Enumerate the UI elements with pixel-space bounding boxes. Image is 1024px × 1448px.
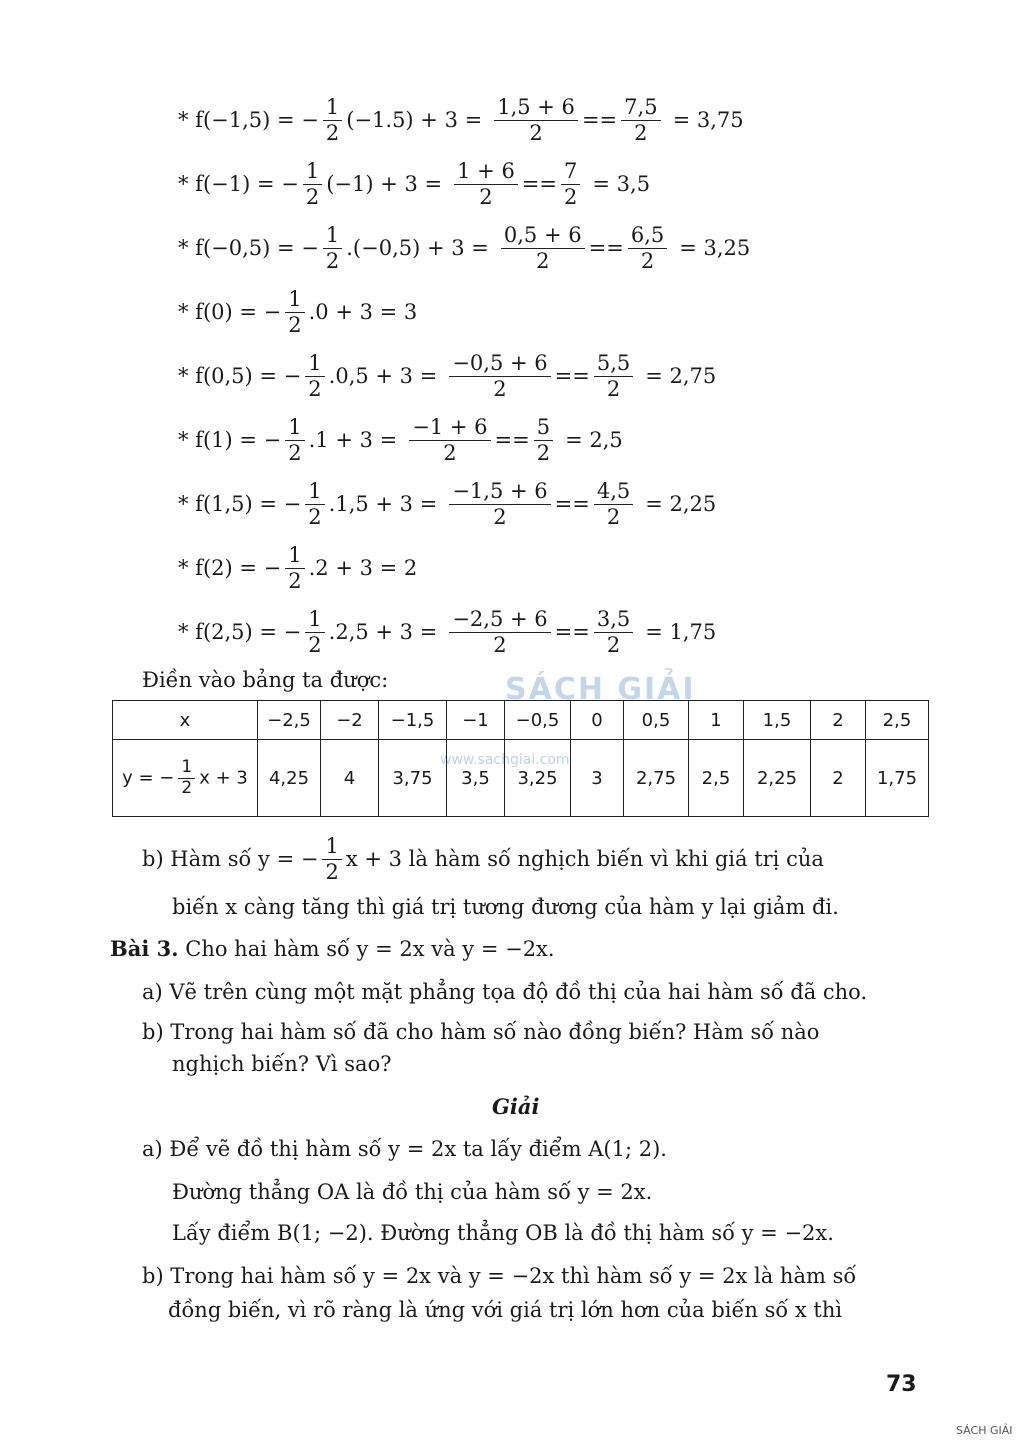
result-fraction-numerator: 5,5 bbox=[594, 352, 633, 376]
page-number: 73 bbox=[886, 1372, 917, 1397]
equation-line bbox=[178, 282, 417, 342]
coefficient-fraction-denominator: 2 bbox=[288, 312, 302, 337]
equals-sign: = bbox=[512, 428, 530, 452]
x-value-cell: 2 bbox=[811, 701, 866, 740]
step-fraction-denominator: 2 bbox=[536, 248, 550, 273]
coefficient-fraction-denominator: 2 bbox=[308, 632, 322, 657]
step-fraction-denominator: 2 bbox=[493, 632, 507, 657]
coefficient-fraction bbox=[285, 544, 304, 591]
step-fraction bbox=[449, 608, 550, 655]
result-fraction-denominator: 2 bbox=[606, 376, 621, 401]
y-value-cell: 3,75 bbox=[379, 740, 447, 817]
equation-line bbox=[178, 474, 716, 534]
solution-b-line1: b) Trong hai hàm số y = 2x và y = −2x thì hàm số y = 2x là hàm số bbox=[142, 1264, 857, 1288]
coefficient-fraction-denominator: 2 bbox=[325, 248, 340, 273]
result-fraction bbox=[628, 224, 667, 271]
corner-logo: SÁCH GIẢI bbox=[956, 1424, 1013, 1437]
step-fraction-numerator: −0,5 + 6 bbox=[449, 352, 550, 376]
table-intro: Điền vào bảng ta được: bbox=[142, 668, 389, 692]
equation-middle: .(−0,5) + 3 = bbox=[346, 236, 489, 260]
y-label-post: x + 3 bbox=[199, 767, 248, 788]
equation-lhs: * f(−1) = − bbox=[178, 172, 299, 196]
y-label-numerator: 1 bbox=[178, 759, 195, 779]
coefficient-fraction-numerator: 1 bbox=[305, 608, 324, 632]
x-value-cell: 2,5 bbox=[866, 701, 929, 740]
step-fraction bbox=[409, 416, 490, 463]
equals-sign: = bbox=[572, 492, 590, 516]
equation-result: = 3,25 bbox=[679, 236, 751, 260]
coefficient-fraction-denominator: 2 bbox=[308, 376, 322, 401]
equation-line bbox=[178, 602, 716, 662]
equals-sign: = bbox=[521, 172, 540, 196]
result-fraction-denominator: 2 bbox=[606, 632, 621, 657]
equation-result: = 2,75 bbox=[645, 364, 717, 388]
step-fraction-denominator: 2 bbox=[443, 440, 457, 465]
coefficient-fraction bbox=[285, 416, 304, 463]
step-fraction bbox=[501, 224, 585, 271]
equation-result: = 1,75 bbox=[645, 620, 717, 644]
part-b-fraction bbox=[322, 835, 341, 882]
solution-b-line2: đồng biến, vì rõ ràng là ứng với giá trị lớn hơn của biến số x thì bbox=[168, 1298, 843, 1322]
result-fraction-denominator: 2 bbox=[536, 440, 551, 465]
equation-middle: .0,5 + 3 = bbox=[328, 364, 438, 388]
step-fraction-numerator: 1,5 + 6 bbox=[494, 96, 578, 120]
equation-middle: .2,5 + 3 = bbox=[328, 620, 438, 644]
result-fraction-numerator: 4,5 bbox=[594, 480, 633, 504]
result-fraction-denominator: 2 bbox=[634, 120, 648, 145]
equation-lhs: * f(−0,5) = − bbox=[178, 236, 319, 260]
part-b-pre: b) Hàm số y = − bbox=[142, 847, 319, 871]
step-fraction-denominator: 2 bbox=[493, 376, 507, 401]
equation-lhs: * f(2) = − bbox=[178, 556, 282, 580]
y-header-cell bbox=[113, 740, 258, 817]
coefficient-fraction-numerator: 1 bbox=[285, 288, 304, 312]
x-value-cell: 1 bbox=[689, 701, 744, 740]
equals-sign: = bbox=[554, 620, 573, 644]
y-label-denominator: 2 bbox=[181, 777, 193, 798]
x-value-cell: −1,5 bbox=[379, 701, 447, 740]
equation-middle: .0 + 3 = 3 bbox=[308, 300, 418, 324]
equals-sign: = bbox=[588, 236, 607, 260]
part-b-post: x + 3 là hàm số nghịch biến vì khi giá trị của bbox=[345, 847, 824, 871]
equation-middle: .2 + 3 = 2 bbox=[308, 556, 418, 580]
result-fraction-numerator: 6,5 bbox=[628, 224, 667, 248]
coefficient-fraction-numerator: 1 bbox=[323, 96, 342, 120]
equation-line bbox=[178, 218, 750, 278]
result-fraction bbox=[561, 160, 580, 207]
equation-line bbox=[178, 538, 417, 598]
step-fraction bbox=[454, 160, 518, 207]
equation-line bbox=[178, 410, 623, 470]
y-value-cell: 1,75 bbox=[866, 740, 929, 817]
bai3-heading bbox=[110, 936, 555, 961]
coefficient-fraction bbox=[305, 480, 324, 527]
coefficient-fraction bbox=[305, 608, 324, 655]
bai3-part-a: a) Vẽ trên cùng một mặt phẳng tọa độ đồ thị của hai hàm số đã cho. bbox=[142, 980, 868, 1004]
x-value-cell: −1 bbox=[447, 701, 505, 740]
result-fraction bbox=[534, 416, 553, 463]
equation-result: = 2,5 bbox=[565, 428, 623, 452]
equation-lhs: * f(1) = − bbox=[178, 428, 282, 452]
step-fraction bbox=[449, 480, 550, 527]
y-value-cell: 3,5 bbox=[447, 740, 505, 817]
result-fraction bbox=[594, 352, 633, 399]
step-fraction-numerator: −1 + 6 bbox=[409, 416, 490, 440]
step-fraction-numerator: 0,5 + 6 bbox=[501, 224, 585, 248]
equals-sign: = bbox=[606, 236, 624, 260]
equals-sign: = bbox=[581, 108, 600, 132]
x-row bbox=[113, 701, 929, 740]
equation-lhs: * f(2,5) = − bbox=[178, 620, 302, 644]
result-fraction bbox=[594, 608, 633, 655]
solution-title: Giải bbox=[492, 1094, 540, 1119]
equals-sign: = bbox=[554, 492, 573, 516]
equals-sign: = bbox=[599, 108, 618, 132]
equation-middle: .1,5 + 3 = bbox=[328, 492, 438, 516]
coefficient-fraction bbox=[285, 288, 304, 335]
coefficient-fraction-denominator: 2 bbox=[288, 440, 302, 465]
step-fraction bbox=[449, 352, 550, 399]
y-value-cell: 2,5 bbox=[689, 740, 744, 817]
coefficient-fraction-denominator: 2 bbox=[308, 504, 322, 529]
x-value-cell: 1,5 bbox=[744, 701, 811, 740]
equals-sign: = bbox=[572, 620, 590, 644]
step-fraction-numerator: 1 + 6 bbox=[454, 160, 518, 184]
solution-a-line1: a) Để vẽ đồ thị hàm số y = 2x ta lấy điểm A(1; 2). bbox=[142, 1137, 667, 1161]
coefficient-fraction-denominator: 2 bbox=[288, 568, 302, 593]
equals-sign: = bbox=[572, 364, 590, 388]
coefficient-fraction-numerator: 1 bbox=[305, 480, 324, 504]
x-value-cell: 0 bbox=[571, 701, 624, 740]
result-fraction bbox=[594, 480, 633, 527]
y-label-pre: y = − bbox=[122, 767, 175, 788]
coefficient-fraction bbox=[305, 352, 324, 399]
result-fraction-numerator: 3,5 bbox=[594, 608, 633, 632]
equation-lhs: * f(0,5) = − bbox=[178, 364, 302, 388]
equation-result: = 2,25 bbox=[645, 492, 717, 516]
bai3-label: Bài 3. bbox=[110, 936, 179, 961]
result-fraction-numerator: 5 bbox=[534, 416, 553, 440]
x-value-cell: −2,5 bbox=[258, 701, 321, 740]
equals-sign: = bbox=[494, 428, 513, 452]
coefficient-fraction-denominator: 2 bbox=[325, 120, 340, 145]
values-table bbox=[112, 700, 929, 817]
equation-middle: (−1.5) + 3 = bbox=[346, 108, 483, 132]
watermark-logo: SÁCH GIẢI bbox=[505, 672, 696, 707]
x-value-cell: −0,5 bbox=[505, 701, 571, 740]
coefficient-fraction-numerator: 1 bbox=[305, 352, 324, 376]
y-value-cell: 4,25 bbox=[258, 740, 321, 817]
x-value-cell: 0,5 bbox=[624, 701, 689, 740]
bai3-part-b-line1: b) Trong hai hàm số đã cho hàm số nào đồng biến? Hàm số nào bbox=[142, 1020, 820, 1044]
part-b-denominator: 2 bbox=[325, 859, 339, 884]
solution-a-line3: Lấy điểm B(1; −2). Đường thẳng OB là đồ thị hàm số y = −2x. bbox=[172, 1221, 834, 1245]
result-fraction-denominator: 2 bbox=[564, 184, 578, 209]
equation-result: = 3,75 bbox=[672, 108, 744, 132]
equation-middle: .1 + 3 = bbox=[308, 428, 398, 452]
equals-sign: = bbox=[554, 364, 573, 388]
step-fraction-denominator: 2 bbox=[493, 504, 507, 529]
coefficient-fraction-numerator: 1 bbox=[323, 224, 342, 248]
result-fraction-numerator: 7 bbox=[561, 160, 580, 184]
coefficient-fraction-numerator: 1 bbox=[285, 544, 304, 568]
equation-middle: (−1) + 3 = bbox=[326, 172, 443, 196]
bai3-text: Cho hai hàm số y = 2x và y = −2x. bbox=[185, 937, 555, 961]
y-label-fraction bbox=[178, 756, 195, 798]
bai3-part-b-line2: nghịch biến? Vì sao? bbox=[172, 1052, 392, 1076]
coefficient-fraction bbox=[303, 160, 322, 207]
y-value-cell: 4 bbox=[321, 740, 379, 817]
result-fraction bbox=[621, 96, 660, 143]
equation-result: = 3,5 bbox=[592, 172, 651, 196]
coefficient-fraction-numerator: 1 bbox=[303, 160, 322, 184]
y-value-cell: 3 bbox=[571, 740, 624, 817]
part-b-line2: biến x càng tăng thì giá trị tương đương của hàm y lại giảm đi. bbox=[172, 895, 839, 919]
equation-lhs: * f(0) = − bbox=[178, 300, 282, 324]
step-fraction-numerator: −2,5 + 6 bbox=[449, 608, 550, 632]
step-fraction-numerator: −1,5 + 6 bbox=[449, 480, 550, 504]
equation-line bbox=[178, 346, 716, 406]
coefficient-fraction-numerator: 1 bbox=[285, 416, 304, 440]
result-fraction-numerator: 7,5 bbox=[621, 96, 660, 120]
equation-lhs: * f(−1,5) = − bbox=[178, 108, 319, 132]
equation-line bbox=[178, 154, 650, 214]
part-b-numerator: 1 bbox=[322, 835, 341, 859]
equals-sign: = bbox=[539, 172, 558, 196]
y-row bbox=[113, 740, 929, 817]
coefficient-fraction bbox=[323, 96, 342, 143]
result-fraction-denominator: 2 bbox=[606, 504, 621, 529]
equation-lhs: * f(1,5) = − bbox=[178, 492, 302, 516]
step-fraction bbox=[494, 96, 578, 143]
coefficient-fraction bbox=[323, 224, 342, 271]
x-header-cell: x bbox=[113, 701, 258, 740]
coefficient-fraction-denominator: 2 bbox=[305, 184, 320, 209]
y-value-cell: 3,25 bbox=[505, 740, 571, 817]
x-value-cell: −2 bbox=[321, 701, 379, 740]
step-fraction-denominator: 2 bbox=[529, 120, 543, 145]
watermark-url: www.sachgiai.com bbox=[440, 752, 570, 768]
step-fraction-denominator: 2 bbox=[479, 184, 493, 209]
result-fraction-denominator: 2 bbox=[640, 248, 655, 273]
equation-line bbox=[178, 90, 744, 150]
y-value-cell: 2,25 bbox=[744, 740, 811, 817]
part-b-line1 bbox=[142, 835, 824, 883]
y-value-cell: 2,75 bbox=[624, 740, 689, 817]
solution-a-line2: Đường thẳng OA là đồ thị của hàm số y = 2x. bbox=[172, 1180, 653, 1204]
y-value-cell: 2 bbox=[811, 740, 866, 817]
